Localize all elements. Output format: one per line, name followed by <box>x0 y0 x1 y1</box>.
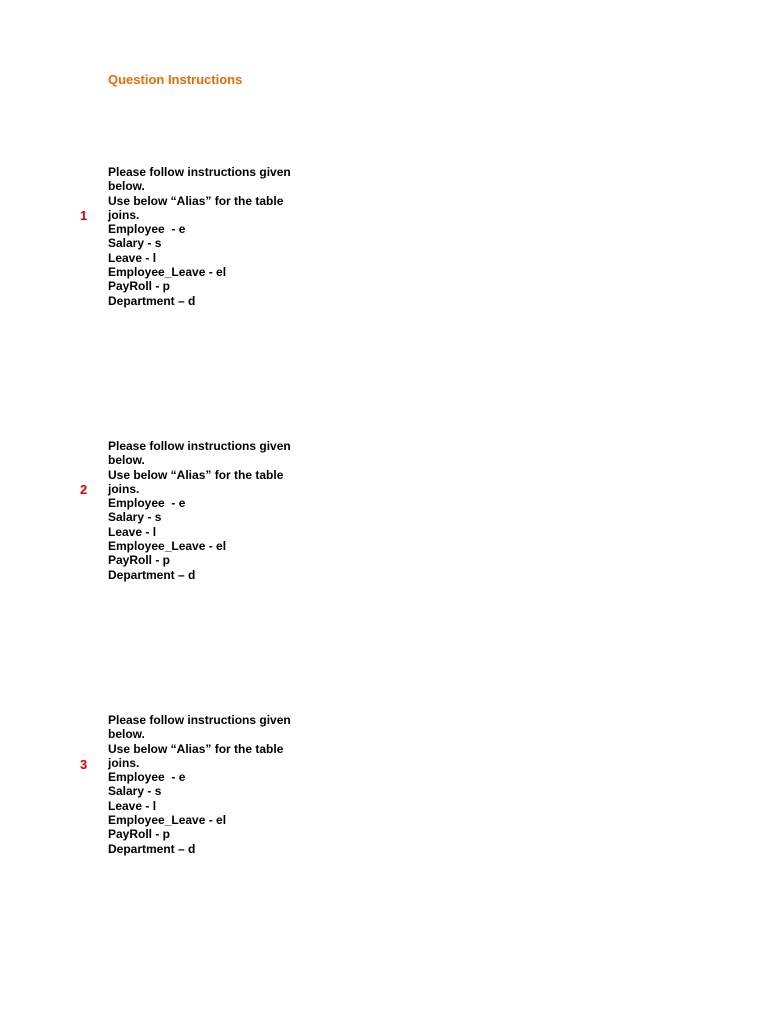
instruction-line: Employee_Leave - el <box>108 539 227 554</box>
instruction-line: PayRoll - p <box>108 279 171 294</box>
instruction-line: Department – d <box>108 567 196 582</box>
instruction-line: below. <box>108 727 145 742</box>
question-block-2 <box>0 439 768 589</box>
question-block-1 <box>0 165 768 315</box>
instruction-line: Please follow instructions given <box>108 439 291 453</box>
instruction-line: below. <box>108 179 145 194</box>
instruction-line: Employee_Leave - el <box>108 265 227 280</box>
instruction-line: Use below “Alias” for the table <box>108 467 284 482</box>
question-number: 1 <box>80 208 88 223</box>
instruction-line: Employee - e <box>108 222 186 237</box>
instruction-line: Salary - s <box>108 236 162 251</box>
instruction-line: Department – d <box>108 841 196 856</box>
instruction-line: Use below “Alias” for the table <box>108 741 284 756</box>
question-instructions <box>108 439 298 582</box>
instruction-line: Salary - s <box>108 510 162 525</box>
question-instructions <box>108 713 298 856</box>
instruction-line: PayRoll - p <box>108 827 171 842</box>
instruction-line: Salary - s <box>108 784 162 799</box>
instruction-line: Please follow instructions given <box>108 713 291 727</box>
section-header: Question Instructions <box>108 72 243 87</box>
instruction-line: Leave - l <box>108 798 157 813</box>
instruction-line: Please follow instructions given <box>108 165 291 179</box>
instruction-line: below. <box>108 453 145 468</box>
question-block-3 <box>0 713 768 863</box>
instruction-line: joins. <box>108 207 140 222</box>
question-number: 2 <box>80 482 88 497</box>
instruction-line: joins. <box>108 481 140 496</box>
instruction-line: PayRoll - p <box>108 553 171 568</box>
question-number: 3 <box>80 757 88 772</box>
instruction-line: Employee - e <box>108 770 186 785</box>
question-instructions <box>108 165 298 308</box>
instruction-line: Leave - l <box>108 524 157 539</box>
instruction-line: joins. <box>108 755 140 770</box>
instruction-line: Employee_Leave - el <box>108 813 227 828</box>
instruction-line: Use below “Alias” for the table <box>108 193 284 208</box>
instruction-line: Department – d <box>108 293 196 308</box>
instruction-line: Employee - e <box>108 496 186 511</box>
instruction-line: Leave - l <box>108 250 157 265</box>
